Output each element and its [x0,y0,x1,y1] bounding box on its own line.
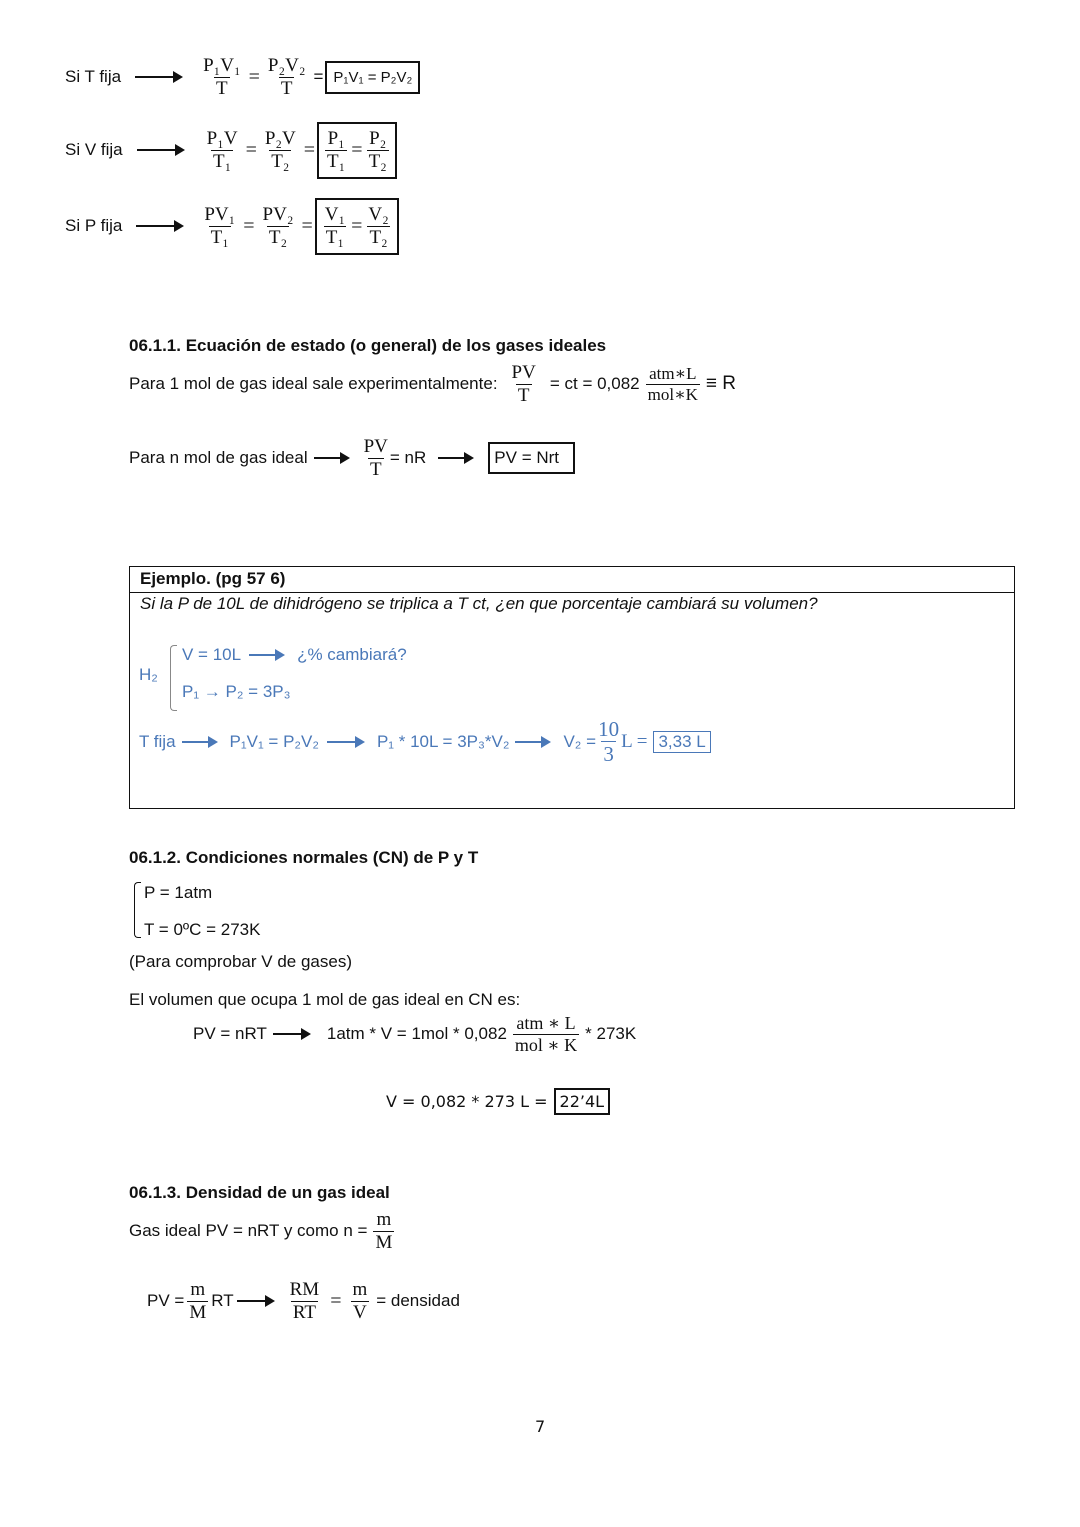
arrow-icon [515,741,549,743]
arrow-icon [273,1033,309,1035]
section-heading: 06.1.3. Densidad de un gas ideal [129,1183,390,1202]
solution-line: T fija P₁V₁ = P₂V₂ P₁ * 10L = 3P₃*V₂ V₂ = $\frac{10}{3}$ L = 3,33 L [139,717,711,766]
fraction: $\frac{\text{P₂V}}{\text{T₂}}$ [264,128,296,172]
cn-pressure: P = 1atm [144,883,213,902]
law-label: Si P fija [65,216,123,236]
fraction: $\frac{PV}{T}$ [511,362,536,406]
given-volume: V = 10L ¿% cambiará? [182,645,407,664]
fraction: $\frac{m}{V}$ [352,1279,368,1323]
law-v-fixed: Si V fija $\frac{\text{P₁V}}{\text{T₁}}$ = $\frac{\text{P₂V}}{\text{T₂}}$ = $\frac{\text{P₁}}{\text{T₁}}$ = $\frac{\text{P₂}}{\text{T₂}}$ [65,122,397,179]
section-heading: 06.1.2. Condiciones normales (CN) de P y T [129,848,479,867]
arrow-icon [136,225,182,227]
arrow-icon [314,457,348,459]
arrow-icon [438,457,472,459]
law-label: Si T fija [65,67,122,87]
example-title: Ejemplo. (pg 57 6) [130,567,1014,593]
answer-box: 3,33 L [653,731,710,753]
species-label: H₂ [139,665,158,684]
cn-note: (Para comprobar V de gases) [129,952,352,971]
result-box: PV = Nrt [488,442,575,474]
n-mol-line: Para n mol de gas ideal $\frac{PV}{T}$ = nR PV = Nrt [129,436,575,481]
arrow-icon [137,149,183,151]
brace [170,645,177,711]
arrow-icon [249,654,283,656]
fraction: $\frac{RM}{RT}$ [289,1279,320,1323]
example-question: Si la P de 10L de dihidrógeno se triplica a T ct, ¿en que porcentaje cambiará su volumen? [140,594,818,613]
density-formula-line: PV = $\frac{m}{M}$ RT $\frac{RM}{RT}$ = $\frac{m}{V}$ = densidad [147,1279,460,1323]
unit-fraction: $\frac{\text{atm ∗ L}}{\text{mol ∗ K}}$ [514,1013,578,1055]
unit-fraction: $\frac{\text{atm∗L}}{\text{mol∗K}}$ [647,364,698,404]
fraction: $\frac{m}{M}$ [189,1279,207,1323]
cn-calc-line: PV = nRT 1atm * V = 1mol * 0,082 $\frac{\text{atm ∗ L}}{\text{mol ∗ K}}$ * 273K [193,1013,637,1055]
state-equation-line: Para 1 mol de gas ideal sale experimentalmente: $\frac{PV}{T}$ = ct = 0,082 $\frac{\text{atm∗L}}{\text{mol∗K}}$ ≡ R [129,362,737,406]
fraction: $\frac{\text{P₁V}}{\text{T₁}}$ [206,128,238,172]
fraction: $\frac{\text{P₂V₂}}{T}$ [267,55,306,99]
fraction: $\frac{\text{P₁V₁}}{T}$ [203,55,241,99]
fraction: $\frac{PV}{T}$ [363,436,388,480]
fraction: $\frac{m}{M}$ [375,1209,393,1253]
law-label: Si V fija [65,140,123,160]
arrow-icon [327,741,363,743]
brace [134,882,141,938]
page-number: 7 [535,1417,546,1436]
fraction: $\frac{10}{3}$ [598,717,620,767]
law-p-fixed: Si P fija $\frac{\text{PV₁}}{\text{T₁}}$ = $\frac{\text{PV₂}}{\text{T₂}}$ = $\frac{\text{V₁}}{\text{T₁}}$ = $\frac{\text{V₂}}{\text{T₂}}$ [65,198,399,255]
arrow-icon [135,76,181,78]
fraction: $\frac{\text{PV₁}}{\text{T₁}}$ [204,204,236,248]
cn-volume-intro: El volumen que ocupa 1 mol de gas ideal en CN es: [129,990,521,1009]
section-heading: 06.1.1. Ecuación de estado (o general) de los gases ideales [129,336,607,355]
cn-temperature: T = 0ºC = 273K [144,920,261,939]
answer-box: 22’4L [554,1088,611,1115]
cn-volume-result: V = 0,082 * 273 L = 22’4L [386,1088,610,1115]
given-pressure: P₁ → P₂ = 3P₃ [182,682,291,701]
fraction: $\frac{\text{PV₂}}{\text{T₂}}$ [262,204,294,248]
example-box [129,566,1015,809]
density-intro-line: Gas ideal PV = nRT y como n = $\frac{m}{M}$ [129,1209,393,1253]
result-box: $\frac{\text{P₁}}{\text{T₁}}$ = $\frac{\text{P₂}}{\text{T₂}}$ [317,122,397,179]
result-box: $\frac{\text{V₁}}{\text{T₁}}$ = $\frac{\text{V₂}}{\text{T₂}}$ [315,198,399,255]
law-t-fixed: Si T fija $\frac{\text{P₁V₁}}{T}$ = $\frac{\text{P₂V₂}}{T}$ = P₁V₁ = P₂V₂ [65,55,420,100]
arrow-icon [182,741,216,743]
arrow-icon [237,1300,273,1302]
result-box: P₁V₁ = P₂V₂ [325,61,420,94]
